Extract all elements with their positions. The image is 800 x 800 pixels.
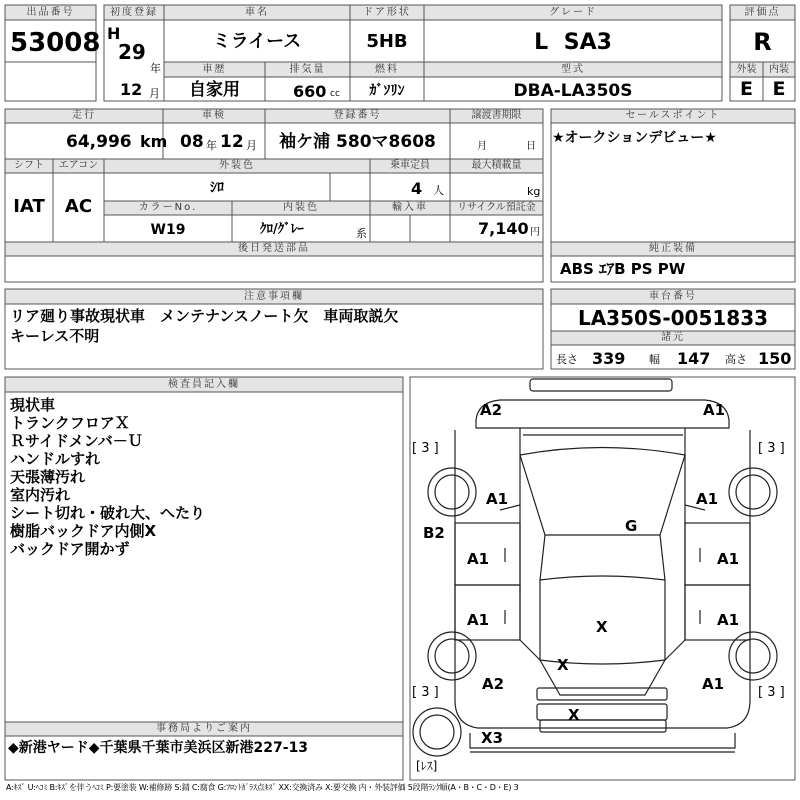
- equipment-label: 純正装備: [649, 243, 697, 254]
- color-no: W19: [150, 222, 186, 238]
- inspector-line: ハンドルすれ: [10, 450, 101, 468]
- notes-label: 注意事項欄: [244, 291, 304, 302]
- door: 5HB: [366, 31, 408, 52]
- tire-front-right: [ 3 ]: [758, 441, 785, 456]
- first-reg-label: 初度登録: [110, 7, 158, 18]
- inspector-line: シート切れ・破れ大、へたり: [10, 504, 206, 522]
- notes-line-2: キーレス不明: [10, 327, 100, 345]
- inspector-label: 検査員記入欄: [168, 379, 240, 390]
- recycle: 7,140: [478, 219, 529, 238]
- insp-year: 08: [180, 132, 204, 152]
- office-text: ◆新港ヤード◆千葉県千葉市美浜区新港227-13: [8, 740, 309, 756]
- mark-x-rear-bumper: X: [568, 706, 580, 724]
- mark-a1-right-rear-door: A1: [717, 611, 740, 629]
- length-label: 長さ: [556, 353, 578, 366]
- inspector-line: 樹脂バックドア内側X: [10, 522, 157, 540]
- car-name: ミライース: [212, 31, 302, 52]
- ac: AC: [64, 196, 93, 217]
- insp-month-unit: 月: [246, 139, 257, 152]
- width-label: 幅: [649, 353, 660, 366]
- transfer-month: 月: [477, 141, 487, 152]
- height-label: 高さ: [725, 353, 747, 366]
- mileage-label: 走行: [72, 110, 96, 121]
- sales-point-label: セールスポイント: [625, 110, 721, 121]
- sales-point: ★オークションデビュー★: [552, 130, 717, 146]
- inspector-line: 現状車: [10, 396, 56, 414]
- seats: 4: [411, 179, 423, 198]
- history-label: 車歴: [202, 64, 227, 75]
- mark-a1-left-fender: A1: [486, 490, 509, 508]
- mileage: 64,996: [66, 132, 132, 152]
- mark-x-rear-glass: X: [557, 656, 569, 674]
- int-color: ｸﾛ/ｸﾞﾚｰ: [260, 222, 304, 237]
- mark-a2-rear-left: A2: [482, 675, 505, 693]
- office-label: 事務局よりご案内: [156, 723, 252, 734]
- load-label: 最大積載量: [471, 160, 522, 171]
- score: R: [753, 28, 772, 56]
- reg-month: 12: [120, 80, 143, 99]
- tire-front-left: [ 3 ]: [412, 441, 439, 456]
- tire-rear-right: [ 3 ]: [758, 685, 785, 700]
- chassis-label: 車台番号: [649, 291, 697, 302]
- transfer-day: 日: [526, 141, 536, 152]
- mark-g-windshield: G: [625, 517, 638, 535]
- color-no-label: カラーNo.: [138, 202, 198, 213]
- mark-a1-rear-right: A1: [702, 675, 725, 693]
- model-label: 型式: [561, 64, 585, 75]
- car-name-label: 車名: [245, 7, 269, 18]
- equipment: ABS ｴｱB PS PW: [560, 260, 686, 278]
- mark-x-roof: X: [596, 618, 608, 636]
- int-score: E: [772, 78, 786, 100]
- inspector-line: トランクフロアＸ: [10, 414, 130, 432]
- score-label: 評価点: [744, 7, 781, 18]
- color-label: 外装色: [219, 160, 255, 171]
- ext-score: E: [740, 78, 753, 100]
- mark-a1-left-rear-door: A1: [467, 611, 490, 629]
- dims-label: 諸元: [661, 332, 685, 343]
- inspector-line: Ｒサイドメンバ－Ｕ: [10, 432, 143, 450]
- ext-label: 外装: [736, 64, 757, 75]
- inspector-line: 室内汚れ: [10, 486, 71, 504]
- height: 150: [758, 349, 792, 368]
- int-color-label: 内装色: [283, 202, 319, 213]
- recycle-unit: 円: [530, 227, 540, 238]
- mark-a1-left-front-door: A1: [467, 550, 490, 568]
- recycle-label: リサイクル預託金: [457, 202, 536, 213]
- disp: 660: [293, 82, 327, 101]
- seats-unit: 人: [433, 184, 444, 197]
- lot-no: 53008: [10, 28, 101, 58]
- seats-label: 乗車定員: [390, 160, 430, 171]
- plate: 袖ケ浦 580マ8608: [279, 132, 436, 152]
- length: 339: [592, 349, 626, 368]
- fuel: ｶﾞｿﾘﾝ: [369, 83, 405, 99]
- lot-no-label: 出品番号: [26, 7, 75, 18]
- reg-year: 29: [118, 40, 146, 64]
- door-label: ドア形状: [363, 7, 411, 18]
- disp-label: 排気量: [289, 64, 326, 75]
- import-label: 輸入車: [392, 202, 428, 213]
- plate-label: 登録番号: [333, 110, 382, 121]
- mark-b2-left: B2: [423, 524, 445, 542]
- insp-year-unit: 年: [206, 139, 217, 152]
- mark-a2-front-left: A2: [480, 401, 503, 419]
- reg-month-unit: 月: [149, 87, 160, 100]
- mileage-unit: km: [140, 132, 168, 151]
- load-unit: kg: [527, 185, 541, 198]
- grade-label: グレード: [549, 7, 597, 18]
- tire-rear-left: [ 3 ]: [412, 685, 439, 700]
- mark-a1-right-front-door: A1: [717, 550, 740, 568]
- notes-line-1: リア廻り事故現状車 メンテナンスノート欠 車両取説欠: [10, 307, 399, 325]
- mark-x3-rear: X3: [481, 729, 504, 747]
- grade: L SA3: [534, 30, 612, 55]
- chassis-number: LA350S-0051833: [577, 306, 769, 330]
- insp-month: 12: [220, 132, 244, 152]
- reg-year-unit: 年: [150, 62, 161, 75]
- legend-text: A:ｷｽﾞ U:ﾍｺﾐ B:ｷｽﾞを伴うﾍｺﾐ P:要塗装 W:補修跡 S:錆 C:腐食 G:ﾌﾛﾝﾄｶﾞﾗｽ点ｷｽﾞ XX:交換済み X:要交換 内・外装評価 5段階ﾗﾝｸ順(A・B・C・D・E) 3: [6, 783, 519, 792]
- transfer-label: 譲渡書期限: [471, 110, 522, 121]
- shift-label: シフト: [14, 160, 44, 171]
- width: 147: [677, 349, 711, 368]
- later-parts-label: 後日発送部品: [238, 243, 310, 254]
- inspection-label: 車検: [202, 110, 226, 121]
- shift: IAT: [13, 196, 45, 217]
- ac-label: エアコン: [58, 160, 99, 171]
- int-color-suffix: 系: [356, 227, 367, 240]
- mark-a1-front-right: A1: [703, 401, 726, 419]
- history: 自家用: [189, 80, 240, 100]
- inspector-line: 天張薄汚れ: [10, 468, 86, 486]
- color: ｼﾛ: [210, 180, 224, 196]
- inspector-line: バックドア開かず: [10, 540, 130, 558]
- mark-a1-right-fender: A1: [696, 490, 719, 508]
- model: DBA-LA350S: [513, 81, 633, 101]
- int-label: 内装: [769, 64, 789, 75]
- spare-tire-mark: [ﾚｽ]: [416, 759, 438, 773]
- fuel-label: 燃料: [375, 64, 399, 75]
- disp-unit: cc: [330, 89, 340, 99]
- era: H: [107, 24, 121, 43]
